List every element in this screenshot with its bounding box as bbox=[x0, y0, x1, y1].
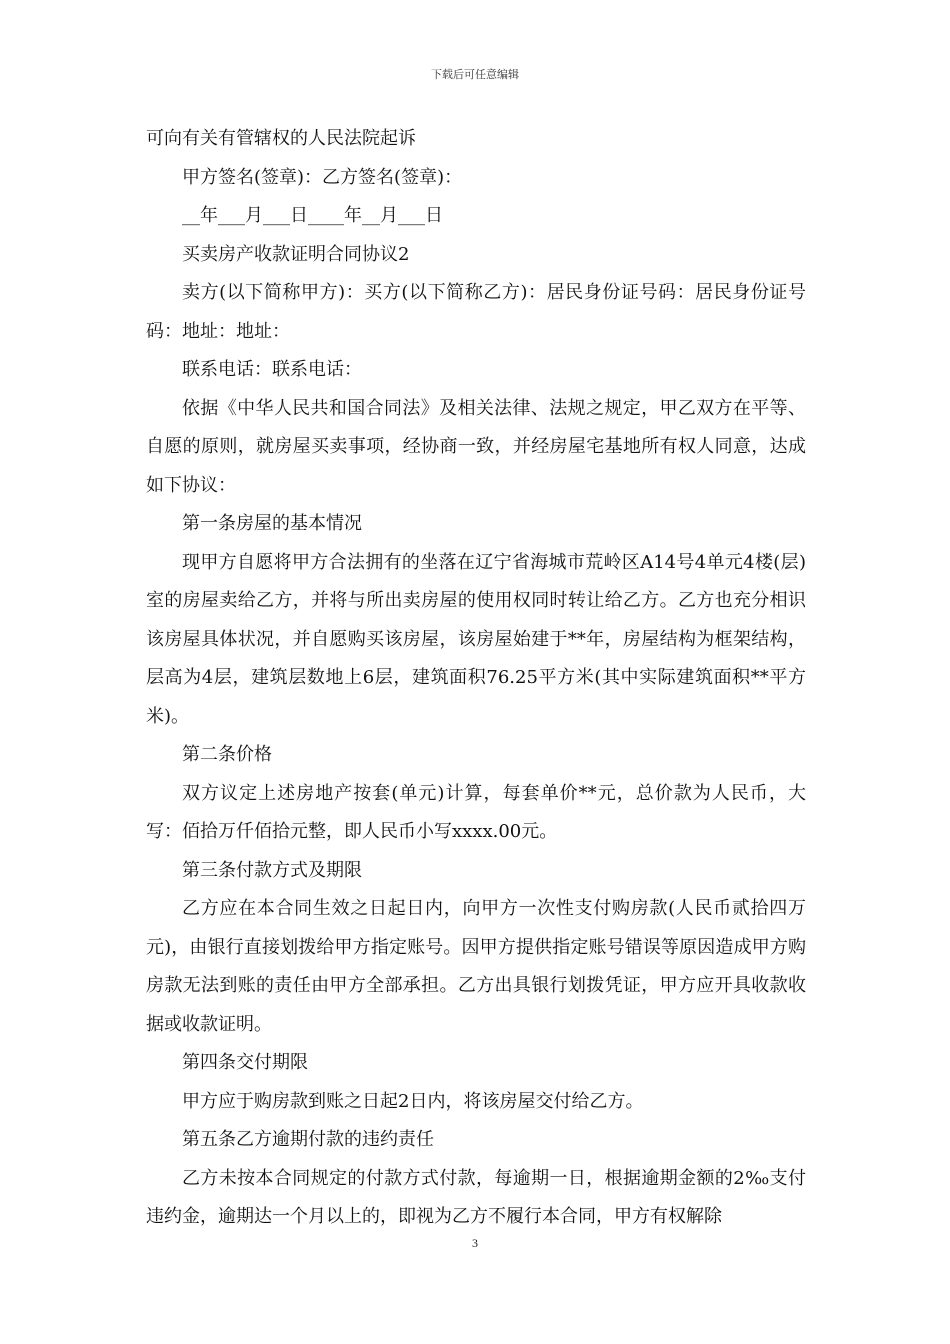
article-4-body: 甲方应于购房款到账之日起2日内，将该房屋交付给乙方。 bbox=[182, 1090, 644, 1112]
document-body bbox=[146, 120, 806, 1237]
article-4-heading: 第四条交付期限 bbox=[182, 1052, 308, 1073]
contact-line: 联系电话：联系电话： bbox=[182, 359, 362, 380]
article-5-body: 乙方未按本合同规定的付款方式付款，每逾期一日，根据逾期金额的2‰支付违约金，逾期达一个月以上的，即视为乙方不履行本合同，甲方有权解除 bbox=[146, 1167, 806, 1227]
page-header: 下载后可任意编辑 bbox=[431, 68, 519, 81]
paragraph: 可向有关有管辖权的人民法院起诉 bbox=[146, 128, 416, 149]
signature-line: 甲方签名(签章)：乙方签名(签章)： bbox=[182, 166, 463, 188]
article-3-body: 乙方应在本合同生效之日起日内，向甲方一次性支付购房款(人民币贰拾四万元)，由银行直接划拨给甲方指定账号。因甲方提供指定账号错误等原因造成甲方购房款无法到账的责任由甲方全部承担。乙方出具银行划拨凭证，甲方应开具收款收据或收款证明。 bbox=[146, 898, 806, 1035]
article-1-body: 现甲方自愿将甲方合法拥有的坐落在辽宁省海城市荒岭区A14号4单元4楼(层)室的房屋卖给乙方，并将与所出卖房屋的使用权同时转让给乙方。乙方也充分相识该房屋具体状况，并自愿购买该房屋，该房屋始建于**年，房屋结构为框架结构，层高为4层，建筑层数地上6层，建筑面积76.25平方米(其中实际建筑面积**平方米)。 bbox=[146, 551, 806, 727]
article-2-body: 双方议定上述房地产按套(单元)计算，每套单价**元，总价款为人民币，大写：佰拾万仟佰拾元整，即人民币小写xxxx.00元。 bbox=[146, 782, 806, 842]
article-1-heading: 第一条房屋的基本情况 bbox=[182, 513, 362, 534]
date-line: __年___月___日____年__月___日 bbox=[182, 205, 443, 226]
document-title: 买卖房产收款证明合同协议2 bbox=[182, 243, 410, 265]
preamble-paragraph: 依据《中华人民共和国合同法》及相关法律、法规之规定，甲乙双方在平等、自愿的原则，就房屋买卖事项，经协商一致，并经房屋宅基地所有权人同意，达成如下协议： bbox=[146, 397, 806, 496]
article-2-heading: 第二条价格 bbox=[182, 744, 272, 765]
parties-line: 卖方(以下简称甲方)：买方(以下简称乙方)：居民身份证号码：居民身份证号码：地址：地址： bbox=[146, 282, 806, 342]
page-number: 3 bbox=[472, 1236, 478, 1250]
article-5-heading: 第五条乙方逾期付款的违约责任 bbox=[182, 1129, 434, 1150]
article-3-heading: 第三条付款方式及期限 bbox=[182, 859, 362, 881]
